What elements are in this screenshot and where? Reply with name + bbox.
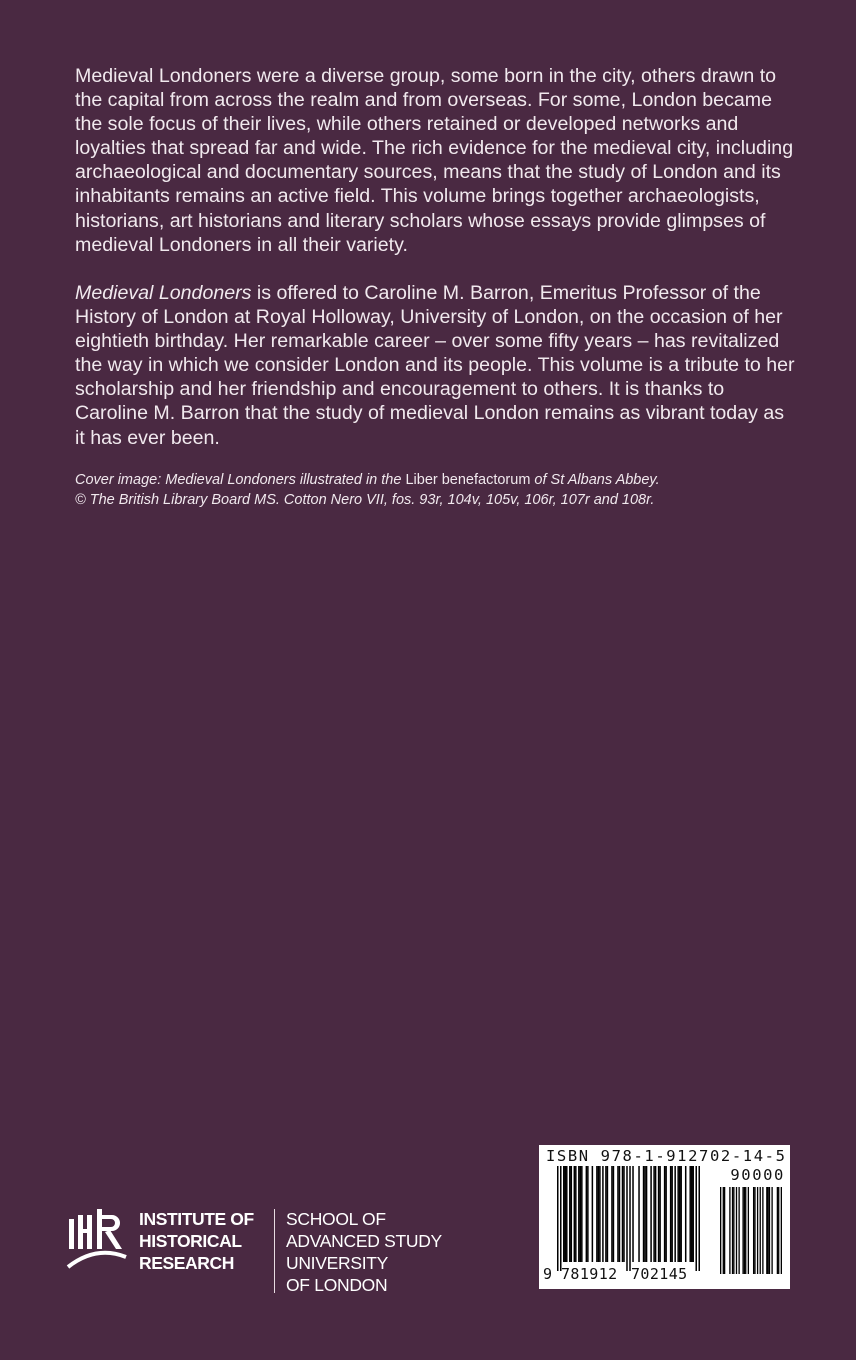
barcode-bar [736,1187,737,1274]
barcode-bar [659,1166,661,1262]
barcode-bar [689,1166,691,1262]
barcode-bar [578,1166,580,1262]
barcode-bar [754,1187,755,1274]
barcode-bar [733,1187,734,1274]
barcode-bar [575,1166,577,1262]
barcode-bar [766,1187,767,1274]
barcode-bar [596,1166,598,1262]
barcode-bar [732,1187,733,1274]
barcode-bar [563,1166,565,1262]
isbn-barcode [539,1145,790,1289]
barcode-bar [587,1166,589,1262]
addon-bars [720,1187,782,1274]
barcode-bar [632,1166,634,1262]
barcode-bar [629,1166,631,1271]
barcode-bar [767,1187,768,1274]
barcode-bar [622,1166,624,1262]
barcode-lead-digit: 9 [543,1265,553,1283]
school-line: SCHOOL OF [286,1209,386,1229]
credit-lead: Cover image: Medieval Londoners illustrated in the [75,472,406,488]
barcode-bar [592,1166,594,1262]
barcode-right-digits: 702145 [631,1265,688,1283]
isbn-label: ISBN 978-1-912702-14-5 [546,1147,787,1165]
description-paragraph-1: Medieval Londoners were a diverse group, some born in the city, others drawn to the capital from across the realm and from overseas. For some, London became the sole focus of their lives, while others retained or developed networks and loyalties that spread far and wide. The rich evidence for the medieval city, including archaeological and documentary sources, means that the study of London and its inhabitants remains an active field. This volume brings together archaeologists, historians, art historians and literary scholars whose essays provide glimpses of medieval Londoners in all their variety. [75,65,794,256]
barcode-bar [677,1166,679,1262]
barcode-bar [745,1187,746,1274]
description-paragraph-2 [75,281,795,450]
publisher-logo [66,1205,466,1295]
book-title: Medieval Londoners [75,282,252,304]
barcode-bar [760,1187,761,1274]
barcode-bar [670,1166,672,1262]
barcode-bar [581,1166,583,1262]
barcode-bar [646,1166,648,1262]
barcode-bar [617,1166,619,1262]
credit-copyright: © The British Library Board MS. Cotton Nero VII, fos. 93r, 104v, 105v, 106r, 107r and 108r. [75,492,655,508]
barcode-bar [607,1166,609,1262]
cover-image-credit [75,470,815,510]
institute-line: INSTITUTE OF [139,1209,254,1229]
barcode-bar [685,1166,687,1262]
barcode-bar [599,1166,601,1262]
barcode-bar [580,1166,582,1262]
barcode-bar [691,1166,693,1262]
barcode-bar [724,1187,725,1274]
barcode-bar [757,1187,758,1274]
barcode-bar [698,1166,700,1271]
barcode-bar [695,1166,697,1271]
barcode-bar [655,1166,657,1262]
barcode-bar [565,1166,567,1262]
barcode-bar [738,1187,739,1274]
barcode-bar [769,1187,770,1274]
barcode-bar [753,1187,754,1274]
barcode-bar [748,1187,749,1274]
barcode-bar [643,1166,645,1262]
barcode-bar [619,1166,621,1262]
school-line: UNIVERSITY [286,1253,389,1273]
institute-line: HISTORICAL [139,1231,242,1251]
barcode-bar [574,1166,576,1262]
barcode-bar [566,1166,568,1262]
barcode-bar [571,1166,573,1262]
barcode-bar [664,1166,666,1262]
barcode-bar [778,1187,779,1274]
barcode-bar [762,1187,763,1274]
institute-of-historical-research [139,1208,254,1274]
barcode-bar [742,1187,743,1274]
barcode-bar [771,1187,772,1274]
barcode-bar [674,1166,676,1262]
school-line: ADVANCED STUDY [286,1231,442,1251]
barcode-bar [586,1166,588,1262]
school-of-advanced-study [286,1208,442,1296]
barcode-bar [650,1166,652,1262]
barcode-bar [777,1187,778,1274]
barcode-bar [557,1166,559,1271]
institute-line: RESEARCH [139,1253,235,1273]
barcode-bar [644,1166,646,1262]
barcode-bar [744,1187,745,1274]
barcode-bar [723,1187,724,1274]
barcode-bar [623,1166,625,1262]
barcode-bar [613,1166,615,1262]
barcode-bar [569,1166,571,1262]
barcode-bar [598,1166,600,1262]
barcode-left-digits: 781912 [561,1265,618,1283]
barcode-bar [560,1166,562,1271]
credit-work-title: Liber benefactorum [405,472,531,488]
logo-divider [274,1209,275,1293]
barcode-bar [781,1187,782,1274]
credit-rest: of St Albans Abbey. [530,472,660,488]
barcode-bar [658,1166,660,1262]
barcode-bar [611,1166,613,1262]
barcode-bar [602,1166,604,1262]
barcode-bar [665,1166,667,1262]
barcode-bar [692,1166,694,1262]
price-code: 90000 [730,1166,785,1184]
school-line: OF LONDON [286,1275,388,1295]
barcode-bar [605,1166,607,1262]
description-paragraph-2-text: is offered to Caroline M. Barron, Emeritus Professor of the History of London at Royal Holloway, University of London, on the occasion of her eightieth birthday. Her remarkable career – over some fifty years – has revitalized the way in which we consider London and its people. This volume is a tribute to her scholarship and her friendship and encouragement to others. It is thanks to Caroline M. Barron that the study of medieval London remains as vibrant today as it has ever been. [75,282,795,449]
barcode-bar [638,1166,640,1262]
barcode-bar [679,1166,681,1262]
barcode-bar [653,1166,655,1262]
ihr-logo-icon [66,1205,130,1275]
barcode-bar [729,1187,730,1274]
ean13-bars [557,1166,700,1271]
barcode-bar [720,1187,721,1274]
barcode-bar [626,1166,628,1271]
barcode-bar [671,1166,673,1262]
barcode-bar [680,1166,682,1262]
